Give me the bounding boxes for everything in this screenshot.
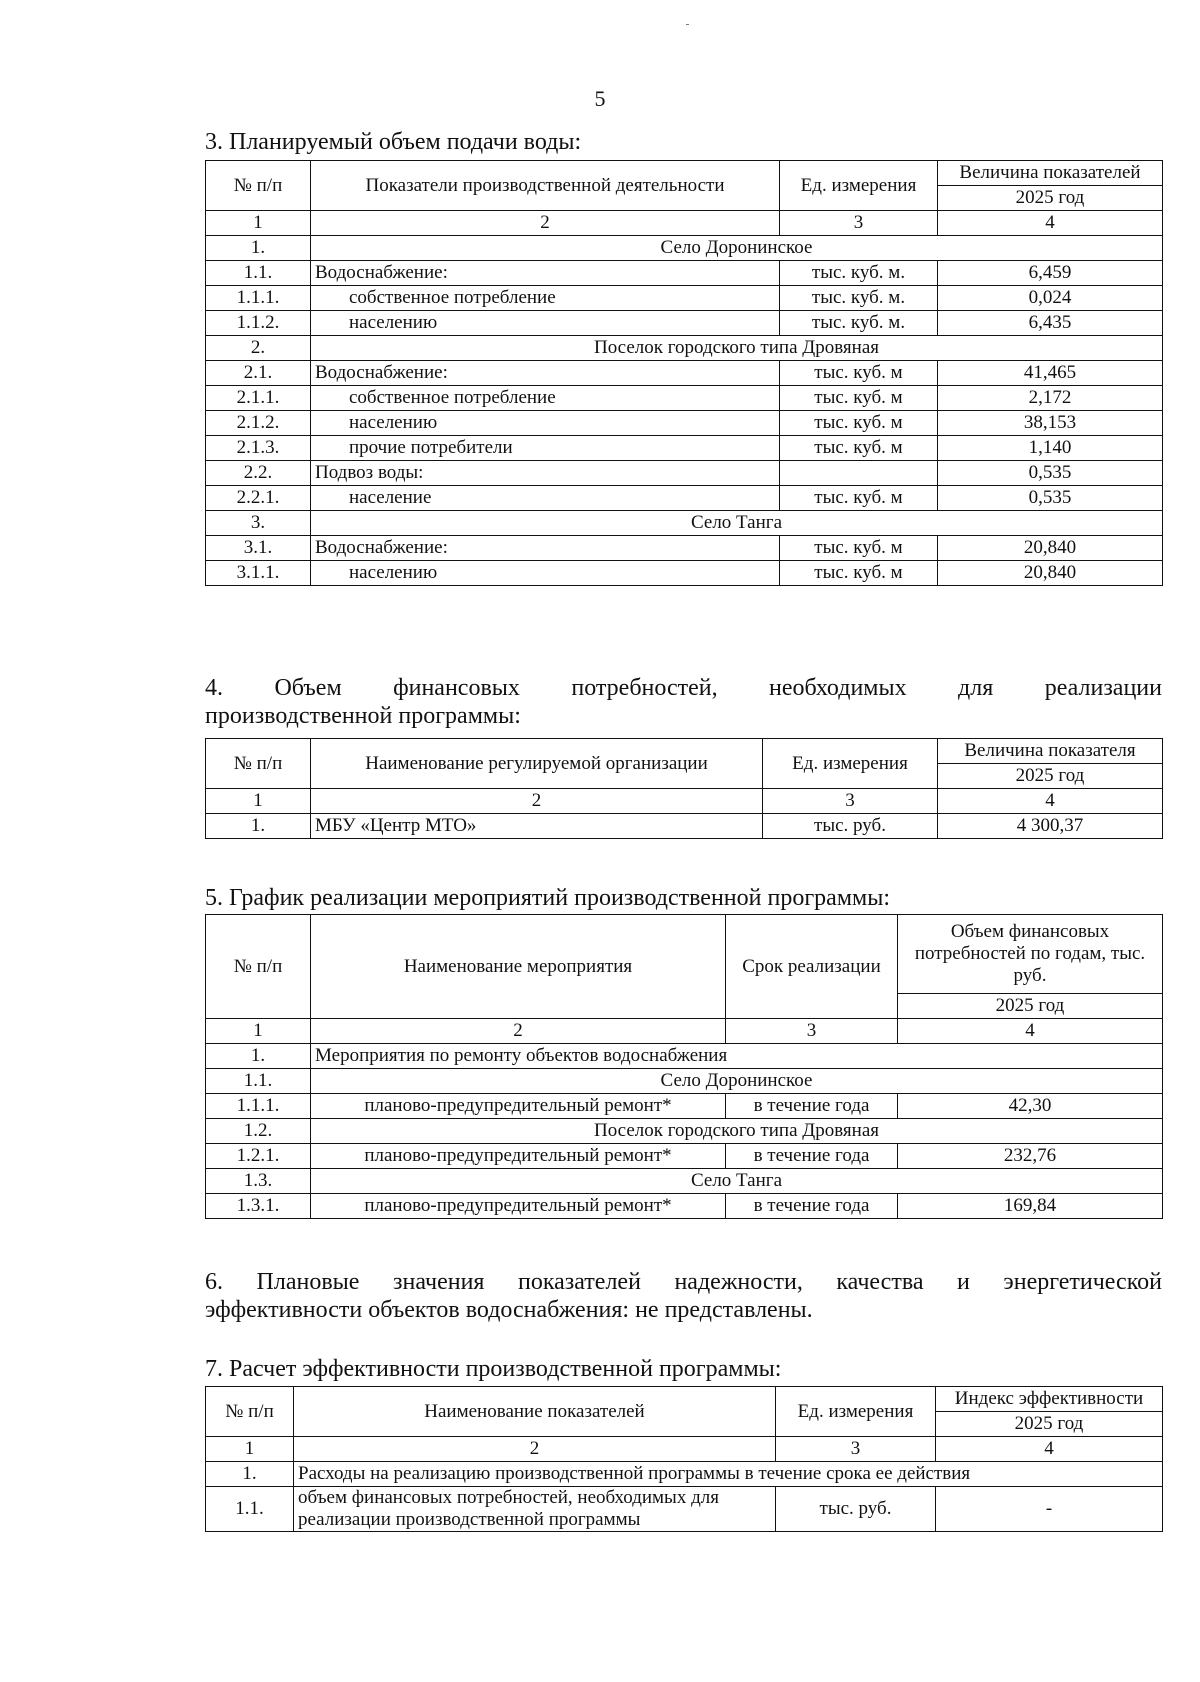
table-row — [206, 486, 1163, 511]
row-number: 2.1.2. — [206, 411, 311, 436]
column-number-row — [206, 1437, 1163, 1462]
header-term: Срок реализации — [726, 915, 898, 1019]
table-header-row — [206, 739, 1163, 764]
row-section-name: Мероприятия по ремонту объектов водоснабжения — [311, 1044, 1163, 1069]
row-unit: тыс. куб. м — [780, 386, 938, 411]
col-number: 1 — [206, 789, 311, 814]
table-row — [206, 286, 1163, 311]
header-unit: Ед. измерения — [780, 161, 938, 211]
row-group-name: Поселок городского типа Дровяная — [311, 1119, 1163, 1144]
header-year: 2025 год — [938, 186, 1163, 211]
header-year: 2025 год — [898, 994, 1163, 1019]
row-indicator: собственное потребление — [311, 386, 780, 411]
header-unit: Ед. измерения — [776, 1387, 936, 1437]
table-row — [206, 336, 1163, 361]
col-number: 2 — [294, 1437, 776, 1462]
row-number: 1. — [206, 236, 311, 261]
row-group-name: Село Доронинское — [311, 1069, 1163, 1094]
row-number: 1.1. — [206, 1069, 311, 1094]
column-number-row — [206, 211, 1163, 236]
row-number: 1.1.2. — [206, 311, 311, 336]
column-number-row — [206, 1019, 1163, 1044]
header-value: Величина показателя — [938, 739, 1163, 764]
table-row — [206, 311, 1163, 336]
row-number: 1.3.1. — [206, 1194, 311, 1219]
col-number: 4 — [898, 1019, 1163, 1044]
row-group-name: Поселок городского типа Дровяная — [311, 336, 1163, 361]
row-indicator: собственное потребление — [311, 286, 780, 311]
row-value: 2,172 — [938, 386, 1163, 411]
header-indicator: Показатели производственной деятельности — [311, 161, 780, 211]
row-unit: тыс. куб. м. — [780, 311, 938, 336]
row-value: 38,153 — [938, 411, 1163, 436]
section-5-title: 5. График реализации мероприятий производственной программы: — [205, 885, 890, 911]
section-7-title: 7. Расчет эффективности производственной программы: — [205, 1356, 782, 1382]
row-group-name: Село Танга — [311, 1169, 1163, 1194]
row-unit: тыс. куб. м — [780, 486, 938, 511]
row-value: 20,840 — [938, 561, 1163, 586]
row-indicator: прочие потребители — [311, 436, 780, 461]
row-number: 1.1.1. — [206, 1094, 311, 1119]
row-indicator: населению — [311, 411, 780, 436]
row-value: 0,024 — [938, 286, 1163, 311]
row-value: - — [936, 1487, 1163, 1532]
row-measure: планово-предупредительный ремонт* — [311, 1194, 726, 1219]
table-row — [206, 1487, 1163, 1532]
header-value: Объем финансовых потребностей по годам, тыс. руб. — [898, 915, 1163, 994]
row-group-name: Село Танга — [311, 511, 1163, 536]
row-number: 1. — [206, 1044, 311, 1069]
row-number: 1. — [206, 1462, 294, 1487]
col-number: 1 — [206, 1019, 311, 1044]
row-group-name: Село Доронинское — [311, 236, 1163, 261]
row-measure: планово-предупредительный ремонт* — [311, 1144, 726, 1169]
section-6-line2: эффективности объектов водоснабжения: не представлены. — [205, 1297, 813, 1323]
col-number: 1 — [206, 211, 311, 236]
row-number: 2.2. — [206, 461, 311, 486]
table-row — [206, 436, 1163, 461]
header-num: № п/п — [206, 1387, 294, 1437]
table-row — [206, 1119, 1163, 1144]
row-indicator: Водоснабжение: — [311, 536, 780, 561]
col-number: 4 — [936, 1437, 1163, 1462]
row-number: 3. — [206, 511, 311, 536]
row-unit: тыс. куб. м — [780, 561, 938, 586]
row-value: 42,30 — [898, 1094, 1163, 1119]
section-4-title-line2: производственной программы: — [205, 703, 521, 729]
page-number: 5 — [594, 86, 606, 111]
row-value: 6,459 — [938, 261, 1163, 286]
col-number: 1 — [206, 1437, 294, 1462]
table-row — [206, 1144, 1163, 1169]
header-name: Наименование мероприятия — [311, 915, 726, 1019]
finance-needs-table — [205, 738, 1163, 839]
row-number: 1.1. — [206, 1487, 294, 1532]
table-row — [206, 1462, 1163, 1487]
row-unit: тыс. куб. м — [780, 436, 938, 461]
row-number: 3.1.1. — [206, 561, 311, 586]
row-value: 0,535 — [938, 486, 1163, 511]
row-number: 2.1. — [206, 361, 311, 386]
table-row — [206, 561, 1163, 586]
section-6-line1: 6. Плановые значения показателей надежности, качества и энергетической — [205, 1269, 1162, 1295]
row-indicator: Водоснабжение: — [311, 261, 780, 286]
row-number: 2.1.1. — [206, 386, 311, 411]
header-value: Величина показателей — [938, 161, 1163, 186]
row-number: 1.1. — [206, 261, 311, 286]
row-value: 169,84 — [898, 1194, 1163, 1219]
row-value: 0,535 — [938, 461, 1163, 486]
col-number: 3 — [763, 789, 938, 814]
section-3-title: 3. Планируемый объем подачи воды: — [205, 129, 582, 155]
table-row — [206, 814, 1163, 839]
table-row — [206, 1069, 1163, 1094]
row-value: 20,840 — [938, 536, 1163, 561]
row-value: 6,435 — [938, 311, 1163, 336]
col-number: 2 — [311, 211, 780, 236]
row-term: в течение года — [726, 1194, 898, 1219]
row-value: 232,76 — [898, 1144, 1163, 1169]
col-number: 2 — [311, 1019, 726, 1044]
table-row — [206, 386, 1163, 411]
table-row — [206, 261, 1163, 286]
table-row — [206, 1094, 1163, 1119]
row-number: 1.2. — [206, 1119, 311, 1144]
row-indicator: население — [311, 486, 780, 511]
row-unit: тыс. руб. — [763, 814, 938, 839]
row-number: 1.2.1. — [206, 1144, 311, 1169]
row-section-name: Расходы на реализацию производственной программы в течение срока ее действия — [294, 1462, 1163, 1487]
header-year: 2025 год — [938, 764, 1163, 789]
table-row — [206, 511, 1163, 536]
row-unit: тыс. куб. м — [780, 536, 938, 561]
section-6-text — [205, 1268, 1162, 1324]
col-number: 3 — [776, 1437, 936, 1462]
table-row — [206, 236, 1163, 261]
row-number: 1.3. — [206, 1169, 311, 1194]
col-number: 3 — [726, 1019, 898, 1044]
header-value: Индекс эффективности — [936, 1387, 1163, 1412]
row-unit: тыс. руб. — [776, 1487, 936, 1532]
section-4-title-line1: 4. Объем финансовых потребностей, необходимых для реализации — [205, 675, 1162, 701]
efficiency-table — [205, 1386, 1163, 1532]
table-row — [206, 1194, 1163, 1219]
row-indicator: объем финансовых потребностей, необходимых для реализации производственной программы — [294, 1487, 776, 1532]
table-row — [206, 1169, 1163, 1194]
col-number: 3 — [780, 211, 938, 236]
row-unit: тыс. куб. м — [780, 411, 938, 436]
row-indicator: Водоснабжение: — [311, 361, 780, 386]
row-indicator: населению — [311, 311, 780, 336]
col-number: 2 — [311, 789, 763, 814]
schedule-table — [205, 914, 1163, 1219]
row-number: 1.1.1. — [206, 286, 311, 311]
table-row — [206, 1044, 1163, 1069]
row-value: 4 300,37 — [938, 814, 1163, 839]
row-indicator: Подвоз воды: — [311, 461, 780, 486]
row-term: в течение года — [726, 1094, 898, 1119]
table-row — [206, 536, 1163, 561]
header-name: Наименование показателей — [294, 1387, 776, 1437]
row-number: 2.1.3. — [206, 436, 311, 461]
row-number: 1. — [206, 814, 311, 839]
row-number: 2. — [206, 336, 311, 361]
header-year: 2025 год — [936, 1412, 1163, 1437]
water-supply-table — [205, 160, 1163, 586]
row-unit — [780, 461, 938, 486]
header-num: № п/п — [206, 915, 311, 1019]
row-org-name: МБУ «Центр МТО» — [311, 814, 763, 839]
row-value: 41,465 — [938, 361, 1163, 386]
scan-mark — [686, 24, 689, 25]
row-number: 3.1. — [206, 536, 311, 561]
table-row — [206, 411, 1163, 436]
row-unit: тыс. куб. м. — [780, 286, 938, 311]
header-unit: Ед. измерения — [763, 739, 938, 789]
table-row — [206, 461, 1163, 486]
col-number: 4 — [938, 211, 1163, 236]
section-4-title — [205, 674, 1162, 730]
row-measure: планово-предупредительный ремонт* — [311, 1094, 726, 1119]
header-num: № п/п — [206, 161, 311, 211]
row-value: 1,140 — [938, 436, 1163, 461]
table-header-row — [206, 915, 1163, 994]
col-number: 4 — [938, 789, 1163, 814]
row-unit: тыс. куб. м. — [780, 261, 938, 286]
header-org: Наименование регулируемой организации — [311, 739, 763, 789]
row-number: 2.2.1. — [206, 486, 311, 511]
row-unit: тыс. куб. м — [780, 361, 938, 386]
header-num: № п/п — [206, 739, 311, 789]
row-indicator: населению — [311, 561, 780, 586]
row-term: в течение года — [726, 1144, 898, 1169]
column-number-row — [206, 789, 1163, 814]
table-row — [206, 361, 1163, 386]
